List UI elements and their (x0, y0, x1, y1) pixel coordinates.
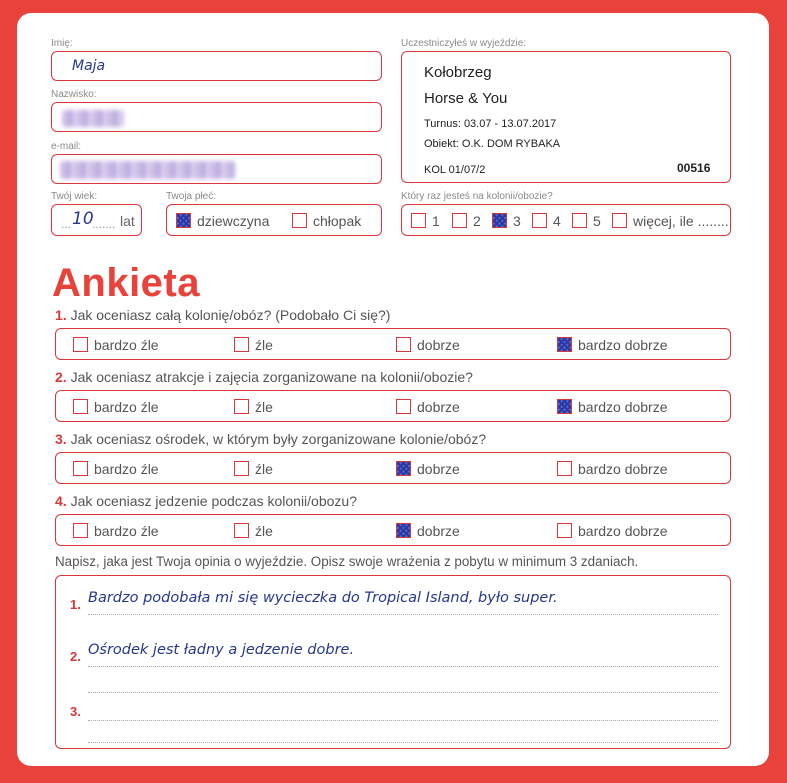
gender-label: Twoja płeć: (166, 191, 217, 202)
trip-turnus: Turnus: 03.07 - 13.07.2017 (424, 118, 557, 130)
trip-code: KOL 01/07/2 (424, 164, 486, 176)
opinion-line-2-rule (88, 666, 718, 667)
gender-male-label: chłopak (313, 213, 362, 229)
q3-very-bad-checkbox[interactable] (73, 461, 88, 476)
times-more-checkbox[interactable] (612, 213, 627, 228)
q4-option-very-good[interactable] (557, 523, 668, 540)
email-field[interactable] (51, 154, 382, 184)
question-1-text: Jak oceniasz całą kolonię/obóz? (Podobało Ci się?) (70, 307, 391, 323)
q2-very-good-checkbox[interactable] (557, 399, 572, 414)
surname-label: Nazwisko: (51, 89, 97, 100)
survey-sheet (17, 13, 769, 766)
times-field (401, 204, 731, 236)
q1-option-very-good[interactable] (557, 337, 668, 354)
question-3-text: Jak oceniasz ośrodek, w którym były zorganizowane kolonie/obóz? (70, 431, 487, 447)
opinion-line-3-number: 3. (70, 704, 81, 719)
times-option-4[interactable] (532, 213, 561, 230)
q4-very-good-label: bardzo dobrze (578, 523, 668, 539)
email-label: e-mail: (51, 141, 82, 152)
question-2-text: Jak oceniasz atrakcje i zajęcia zorganizowane na kolonii/obozie? (70, 369, 473, 385)
times-more-label: więcej, ile ........ (633, 213, 729, 229)
name-field[interactable] (51, 51, 382, 81)
q3-very-bad-label: bardzo źle (94, 461, 159, 477)
q2-good-label: dobrze (417, 399, 460, 415)
question-2-number: 2. (55, 369, 67, 385)
times-option-more[interactable] (612, 213, 729, 230)
q4-very-good-checkbox[interactable] (557, 523, 572, 538)
q4-option-bad[interactable] (234, 523, 273, 540)
times-3-label: 3 (513, 213, 521, 229)
q2-good-checkbox[interactable] (396, 399, 411, 414)
q1-bad-checkbox[interactable] (234, 337, 249, 352)
question-1-answers (55, 328, 731, 360)
times-label: Który raz jesteś na kolonii/obozie? (401, 191, 553, 202)
question-3-answers (55, 452, 731, 484)
trip-label: Uczestniczyłeś w wyjeździe: (401, 38, 527, 49)
gender-option-female[interactable] (176, 213, 269, 230)
opinion-line-1-text[interactable]: Bardzo podobała mi się wycieczka do Tropical Island, było super. (88, 590, 558, 606)
q1-option-bad[interactable] (234, 337, 273, 354)
age-dots-suffix: ....... (92, 217, 116, 231)
gender-field (166, 204, 382, 236)
surname-field[interactable] (51, 102, 382, 132)
times-4-checkbox[interactable] (532, 213, 547, 228)
name-value: Maja (72, 58, 106, 74)
q2-very-bad-checkbox[interactable] (73, 399, 88, 414)
q1-very-bad-checkbox[interactable] (73, 337, 88, 352)
trip-obiekt: Obiekt: O.K. DOM RYBAKA (424, 138, 561, 150)
question-4 (55, 493, 357, 509)
q3-bad-label: źle (255, 461, 273, 477)
q3-very-good-label: bardzo dobrze (578, 461, 668, 477)
gender-male-checkbox[interactable] (292, 213, 307, 228)
times-2-label: 2 (473, 213, 481, 229)
q2-bad-checkbox[interactable] (234, 399, 249, 414)
q1-option-very-bad[interactable] (73, 337, 159, 354)
q1-good-checkbox[interactable] (396, 337, 411, 352)
q4-very-bad-checkbox[interactable] (73, 523, 88, 538)
q3-good-checkbox[interactable] (396, 461, 411, 476)
times-option-3[interactable] (492, 213, 521, 230)
opinion-line-3b-rule (88, 742, 718, 743)
trip-number: 00516 (677, 161, 711, 175)
times-5-label: 5 (593, 213, 601, 229)
question-4-text: Jak oceniasz jedzenie podczas kolonii/obozu? (70, 493, 357, 509)
times-option-2[interactable] (452, 213, 481, 230)
q2-option-bad[interactable] (234, 399, 273, 416)
q2-option-very-bad[interactable] (73, 399, 159, 416)
age-field[interactable] (51, 204, 142, 236)
opinion-box[interactable] (55, 575, 731, 749)
times-option-5[interactable] (572, 213, 601, 230)
opinion-line-3-rule (88, 720, 718, 721)
q3-bad-checkbox[interactable] (234, 461, 249, 476)
opinion-prompt: Napisz, jaka jest Twoja opinia o wyjeździe. Opisz swoje wrażenia z pobytu w minimum 3 zdaniach. (55, 554, 639, 569)
trip-program: Horse & You (424, 90, 508, 107)
question-1 (55, 307, 390, 323)
question-4-number: 4. (55, 493, 67, 509)
question-2-answers (55, 390, 731, 422)
q3-option-very-bad[interactable] (73, 461, 159, 478)
q4-very-bad-label: bardzo źle (94, 523, 159, 539)
q3-option-good[interactable] (396, 461, 460, 478)
question-3 (55, 431, 486, 447)
times-4-label: 4 (553, 213, 561, 229)
q2-very-bad-label: bardzo źle (94, 399, 159, 415)
age-dots-prefix: ... (61, 217, 72, 231)
times-5-checkbox[interactable] (572, 213, 587, 228)
q4-option-very-bad[interactable] (73, 523, 159, 540)
age-unit: lat (120, 213, 135, 229)
survey-title: Ankieta (52, 261, 200, 305)
q1-bad-label: źle (255, 337, 273, 353)
gender-option-male[interactable] (292, 213, 361, 230)
trip-info-box (401, 51, 731, 183)
q2-very-good-label: bardzo dobrze (578, 399, 668, 415)
q4-good-checkbox[interactable] (396, 523, 411, 538)
q1-very-good-checkbox[interactable] (557, 337, 572, 352)
q1-very-good-label: bardzo dobrze (578, 337, 668, 353)
q1-very-bad-label: bardzo źle (94, 337, 159, 353)
q4-option-good[interactable] (396, 523, 460, 540)
question-4-answers (55, 514, 731, 546)
times-2-checkbox[interactable] (452, 213, 467, 228)
times-1-checkbox[interactable] (411, 213, 426, 228)
name-label: Imię: (51, 38, 73, 49)
age-label: Twój wiek: (51, 191, 98, 202)
question-1-number: 1. (55, 307, 67, 323)
opinion-line-2-number: 2. (70, 649, 81, 664)
question-2 (55, 369, 473, 385)
q2-bad-label: źle (255, 399, 273, 415)
times-option-1[interactable] (411, 213, 440, 230)
age-value: 10 (72, 209, 94, 229)
q1-good-label: dobrze (417, 337, 460, 353)
opinion-line-1-rule (88, 614, 718, 615)
q4-bad-checkbox[interactable] (234, 523, 249, 538)
times-1-label: 1 (432, 213, 440, 229)
q3-good-label: dobrze (417, 461, 460, 477)
surname-redacted (62, 110, 124, 127)
opinion-line-2b-rule (88, 692, 718, 693)
trip-city: Kołobrzeg (424, 64, 492, 81)
gender-female-label: dziewczyna (197, 213, 270, 229)
times-3-checkbox[interactable] (492, 213, 507, 228)
email-redacted (60, 161, 235, 179)
q3-very-good-checkbox[interactable] (557, 461, 572, 476)
q1-option-good[interactable] (396, 337, 460, 354)
gender-female-checkbox[interactable] (176, 213, 191, 228)
q2-option-very-good[interactable] (557, 399, 668, 416)
q4-bad-label: źle (255, 523, 273, 539)
opinion-line-2-text[interactable]: Ośrodek jest ładny a jedzenie dobre. (88, 642, 355, 658)
question-3-number: 3. (55, 431, 67, 447)
q3-option-bad[interactable] (234, 461, 273, 478)
q4-good-label: dobrze (417, 523, 460, 539)
q3-option-very-good[interactable] (557, 461, 668, 478)
q2-option-good[interactable] (396, 399, 460, 416)
opinion-line-1-number: 1. (70, 597, 81, 612)
